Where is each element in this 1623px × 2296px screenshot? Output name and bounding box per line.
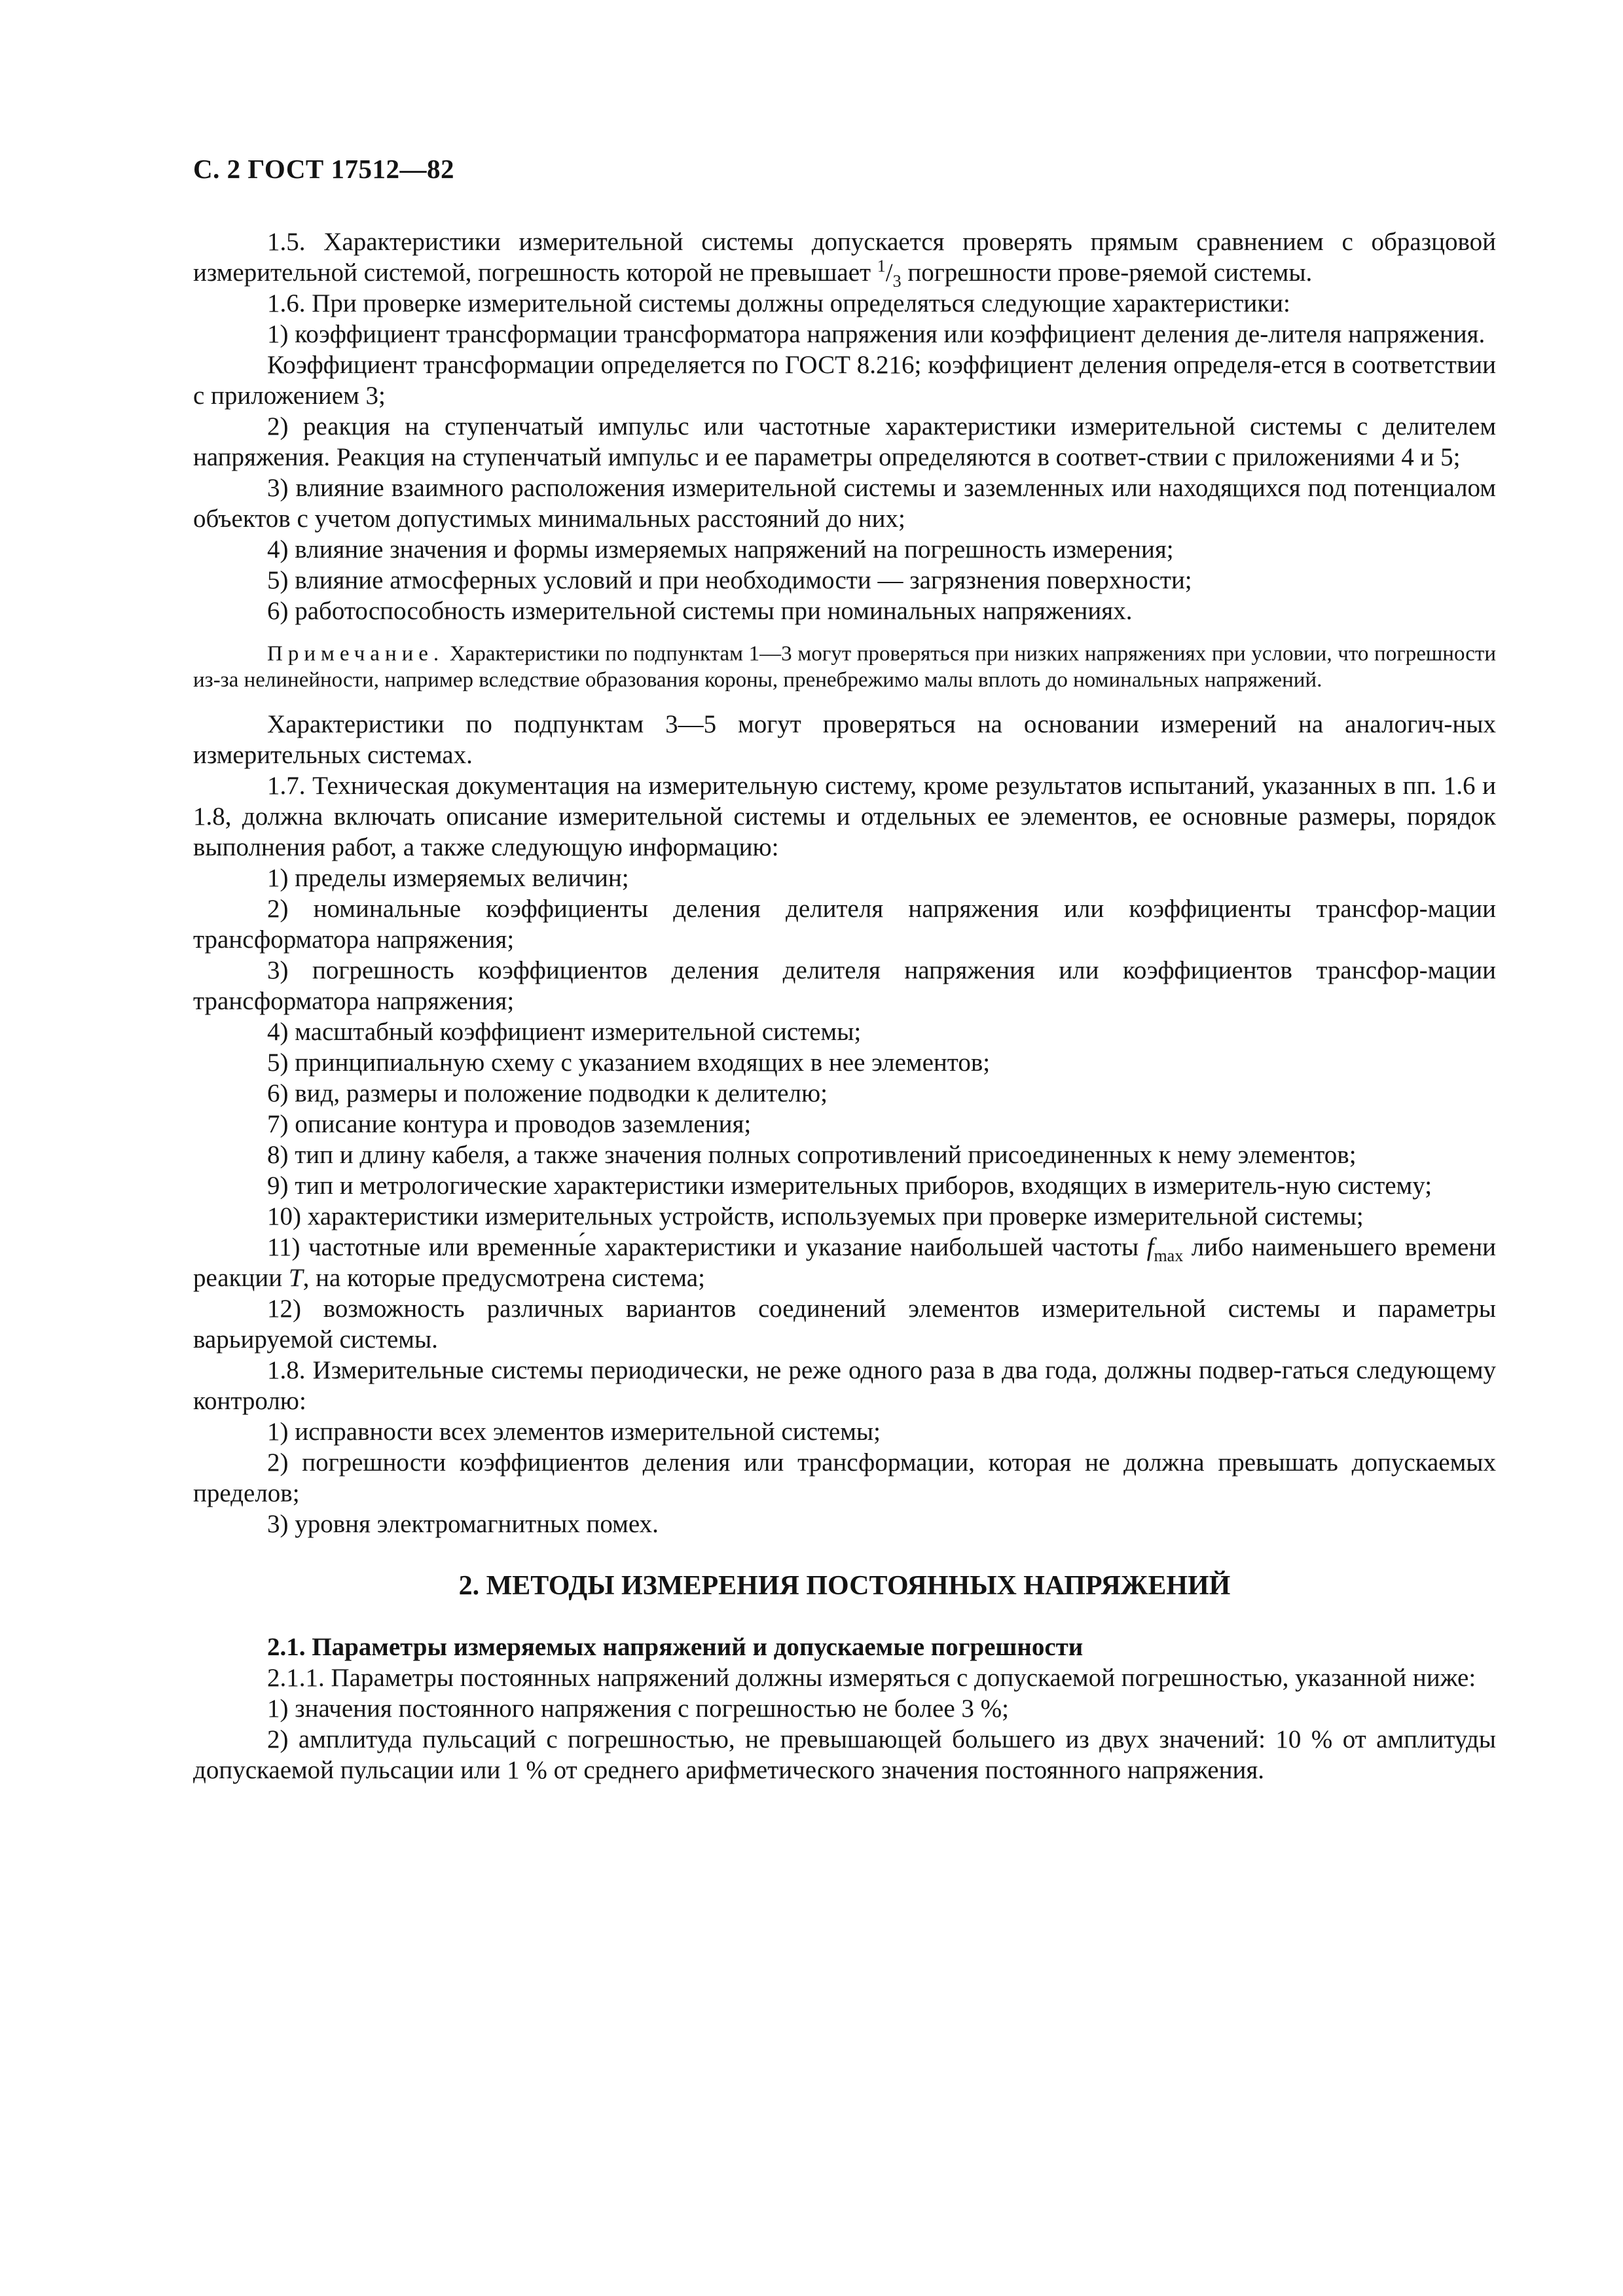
list-item: 6) работоспособность измерительной системы при номинальных напряжениях.	[267, 597, 1133, 625]
list-item: 11) частотные или временны́е характеристики и указание наибольшей частоты $f_{max}$ либо наименьшего времени реакции T, на которые предусмотрена система;	[193, 1233, 1497, 1292]
paragraph: Коэффициент трансформации определяется по ГОСТ 8.216; коэффициент деления определя-ется в соответствии с приложением 3;	[193, 351, 1496, 410]
list-item: 3) уровня электромагнитных помех.	[267, 1510, 659, 1538]
paragraph-1-5: 1.5. Характеристики измерительной системы допускается проверять прямым сравнением с образцовой измерительной системой, погрешность которой не превышает $^1/_3$ погрешности прове-ряемой системы.	[193, 228, 1496, 291]
document-page	[193, 154, 1496, 1785]
paragraph-1-7: 1.7. Техническая документация на измерительную систему, кроме результатов испытаний, указанных в пп. 1.6 и 1.8, должна включать описание измерительной системы и отдельных ее элементов, ее основные размеры, порядок выполнения работ, а также следующую информацию:	[193, 772, 1496, 861]
list-item: 8) тип и длину кабеля, а также значения полных сопротивлений присоединенных к нему элементов;	[267, 1141, 1357, 1169]
note-paragraph	[193, 641, 1496, 693]
fraction-denominator: 3	[892, 271, 902, 291]
list-item: 1) значения постоянного напряжения с погрешностью не более 3 %;	[267, 1695, 1009, 1723]
list-item: 2) погрешности коэффициентов деления или трансформации, которая не должна превышать допускаемых пределов;	[193, 1448, 1496, 1507]
list-item: 1) исправности всех элементов измерительной системы;	[267, 1418, 881, 1446]
section-title: 2. МЕТОДЫ ИЗМЕРЕНИЯ ПОСТОЯННЫХ НАПРЯЖЕНИЙ	[458, 1571, 1231, 1601]
list-item: 1) пределы измеряемых величин;	[267, 864, 629, 892]
list-item: 9) тип и метрологические характеристики измерительных приборов, входящих в измеритель-ную систему;	[267, 1172, 1432, 1200]
list-item: 3) влияние взаимного расположения измерительной системы и заземленных или находящихся под потенциалом объектов с учетом допустимых минимальных расстояний до них;	[193, 474, 1496, 533]
list-item: 4) масштабный коэффициент измерительной системы;	[267, 1018, 862, 1046]
list-item: 10) характеристики измерительных устройств, используемых при проверке измерительной системы;	[267, 1202, 1364, 1230]
list-item: 3) погрешность коэффициентов деления делителя напряжения или коэффициентов трансфор-мации трансформатора напряжения;	[193, 956, 1496, 1015]
list-item: 2) амплитуда пульсаций с погрешностью, не превышающей большего из двух значений: 10 % от амплитуды допускаемой пульсации или 1 % от среднего арифметического значения постоянного напряжения.	[193, 1725, 1496, 1784]
list-item: 12) возможность различных вариантов соединений элементов измерительной системы и параметры варьируемой системы.	[193, 1295, 1496, 1354]
list-item: 2) реакция на ступенчатый импульс или частотные характеристики измерительной системы с делителем напряжения. Реакция на ступенчатый импульс и ее параметры определяются в соответ-ствии с приложениями 4 и 5;	[193, 412, 1496, 471]
note-label: Примечание.	[267, 642, 445, 666]
fraction-numerator: 1	[877, 257, 886, 276]
paragraph-1-6: 1.6. При проверке измерительной системы должны определяться следующие характеристики:	[267, 289, 1290, 317]
time-symbol: T	[288, 1264, 303, 1292]
page-header: С. 2 ГОСТ 17512—82	[193, 154, 455, 184]
frequency-symbol: f	[1146, 1233, 1154, 1261]
list-item: 7) описание контура и проводов заземления;	[267, 1110, 752, 1138]
list-item: 4) влияние значения и формы измеряемых напряжений на погрешность измерения;	[267, 535, 1174, 564]
paragraph: Характеристики по подпунктам 3—5 могут проверяться на основании измерений на аналогич-ных измерительных системах.	[193, 710, 1496, 769]
frequency-subscript: max	[1154, 1246, 1184, 1265]
subsection-title: 2.1. Параметры измеряемых напряжений и допускаемые погрешности	[267, 1633, 1084, 1661]
list-item: 6) вид, размеры и положение подводки к делителю;	[267, 1079, 828, 1107]
list-item: 2) номинальные коэффициенты деления делителя напряжения или коэффициенты трансфор-мации трансформатора напряжения;	[193, 895, 1496, 954]
list-item: 5) принципиальную схему с указанием входящих в нее элементов;	[267, 1049, 991, 1077]
paragraph-2-1-1: 2.1.1. Параметры постоянных напряжений должны измеряться с допускаемой погрешностью, указанной ниже:	[267, 1664, 1476, 1692]
paragraph-1-8: 1.8. Измерительные системы периодически, не реже одного раза в два года, должны подвер-гаться следующему контролю:	[193, 1356, 1496, 1415]
list-item: 5) влияние атмосферных условий и при необходимости — загрязнения поверхности;	[267, 566, 1192, 594]
note-text: Характеристики по подпунктам 1—3 могут проверяться при низких напряжениях при условии, что погрешности из-за нелинейности, например вследствие образования короны, пренебрежимо малы вплоть до номинальных напряжений.	[193, 642, 1496, 692]
list-item: 1) коэффициент трансформации трансформатора напряжения или коэффициент деления де-лителя напряжения.	[267, 320, 1486, 348]
